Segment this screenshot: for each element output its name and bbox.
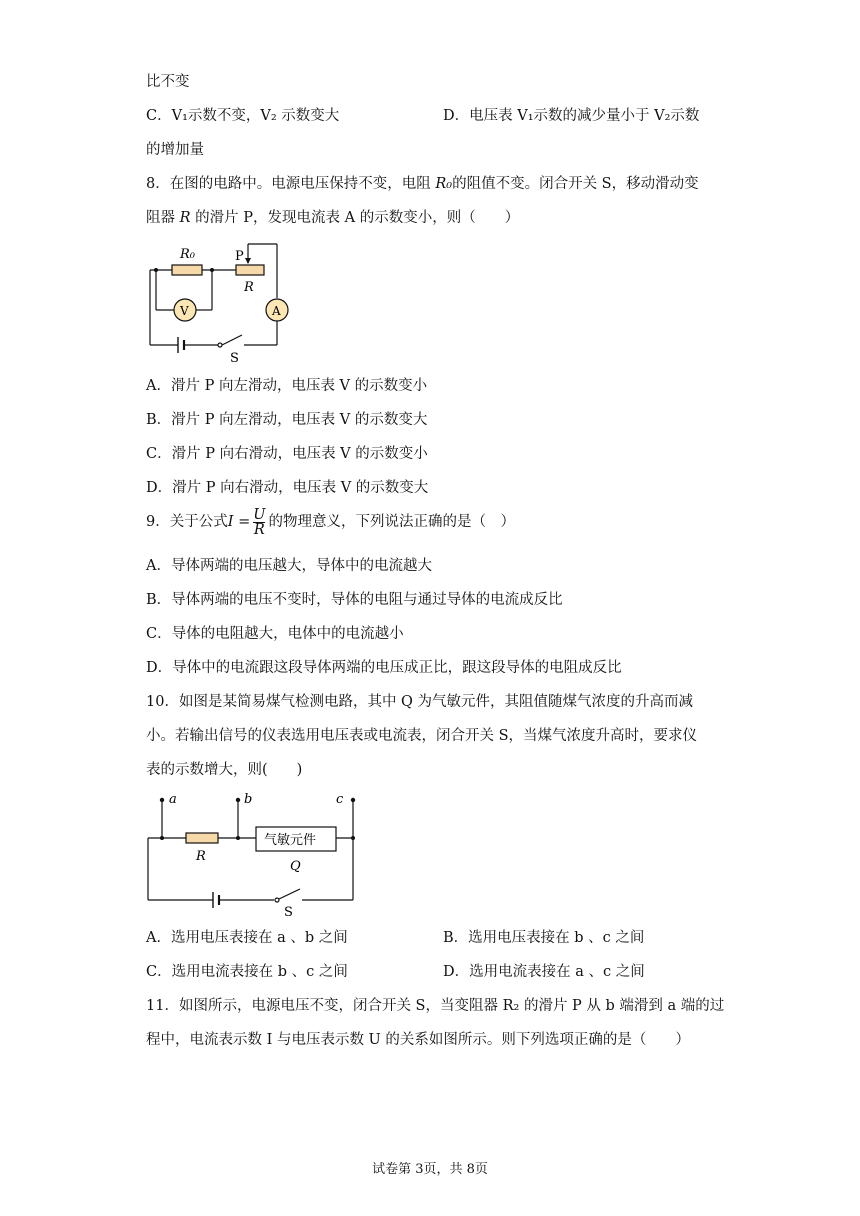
q10-sensor-label: 气敏元件 <box>264 833 317 848</box>
q8-stem-line2: 阻器 R 的滑片 P，发现电流表 A 的示数变小，则（ ） <box>146 210 520 226</box>
q7-continuation: 比不变 <box>146 74 190 90</box>
q10-stem-line3: 表的示数增大，则( ) <box>146 762 303 778</box>
q9-formula-fraction: $\frac{U}{R}$ <box>253 506 266 538</box>
q11-stem-line2: 程中，电流表示数 I 与电压表示数 U 的关系如图所示。则下列选项正确的是（ ） <box>146 1032 690 1048</box>
q9-option-d: D．导体中的电流跟这段导体两端的电压成正比，跟这段导体的电阻成反比 <box>146 660 622 676</box>
q10-circuit-diagram <box>140 786 370 918</box>
q7-option-c: C．V₁示数不变，V₂ 示数变大 <box>146 108 340 124</box>
q8-option-b: B．滑片 P 向左滑动，电压表 V 的示数变大 <box>146 412 428 428</box>
q8-label-v: V <box>180 304 189 318</box>
q10-stem-line2: 小。若输出信号的仪表选用电压表或电流表，闭合开关 S，当煤气浓度升高时，要求仪 <box>146 728 698 744</box>
q10-stem-line1: 10．如图是某简易煤气检测电路，其中 Q 为气敏元件，其阻值随煤气浓度的升高而减 <box>146 694 694 710</box>
q8-option-c: C．滑片 P 向右滑动，电压表 V 的示数变小 <box>146 446 428 462</box>
q8-stem-line1: 8．在图的电路中。电源电压保持不变，电阻 R₀的阻值不变。闭合开关 S，移动滑动变 <box>146 176 699 192</box>
q10-option-b: B．选用电压表接在 b 、c 之间 <box>443 930 645 946</box>
q8-option-d: D．滑片 P 向右滑动，电压表 V 的示数变大 <box>146 480 429 496</box>
q8-label-r: R <box>244 280 254 295</box>
q10-label-s: S <box>284 905 293 918</box>
q10-label-r: R <box>196 849 206 864</box>
q8-label-a: A <box>272 304 281 318</box>
q10-label-b: b <box>244 792 253 807</box>
q8-label-p: P <box>235 249 244 264</box>
q10-option-a: A．选用电压表接在 a 、b 之间 <box>146 930 348 946</box>
q9-option-a: A．导体两端的电压越大，导体中的电流越大 <box>146 558 432 574</box>
page-footer: 试卷第 3页，共 8页 <box>372 1162 488 1177</box>
q10-label-q: Q <box>290 859 301 874</box>
q10-option-d: D．选用电流表接在 a 、c 之间 <box>443 964 645 980</box>
q9-stem: 9．关于公式I = $\frac{U}{R}$ 的物理意义，下列说法正确的是（ ） <box>146 506 515 538</box>
q10-label-a: a <box>169 792 177 807</box>
q11-stem-line1: 11．如图所示，电源电压不变，闭合开关 S，当变阻器 R₂ 的滑片 P 从 b 端滑到 a 端的过 <box>146 998 725 1014</box>
q8-label-r0: R₀ <box>180 247 195 262</box>
q8-option-a: A．滑片 P 向左滑动，电压表 V 的示数变小 <box>146 378 428 394</box>
q9-option-b: B．导体两端的电压不变时，导体的电阻与通过导体的电流成反比 <box>146 592 563 608</box>
q9-option-c: C．导体的电阻越大，电体中的电流越小 <box>146 626 404 642</box>
q7-option-d-cont: 的增加量 <box>146 142 204 158</box>
q8-circuit-diagram <box>140 234 300 366</box>
q10-option-c: C．选用电流表接在 b 、c 之间 <box>146 964 348 980</box>
q8-label-s: S <box>230 351 239 366</box>
q10-label-c: c <box>336 792 344 807</box>
q7-option-d: D．电压表 V₁示数的减少量小于 V₂示数 <box>443 108 700 124</box>
